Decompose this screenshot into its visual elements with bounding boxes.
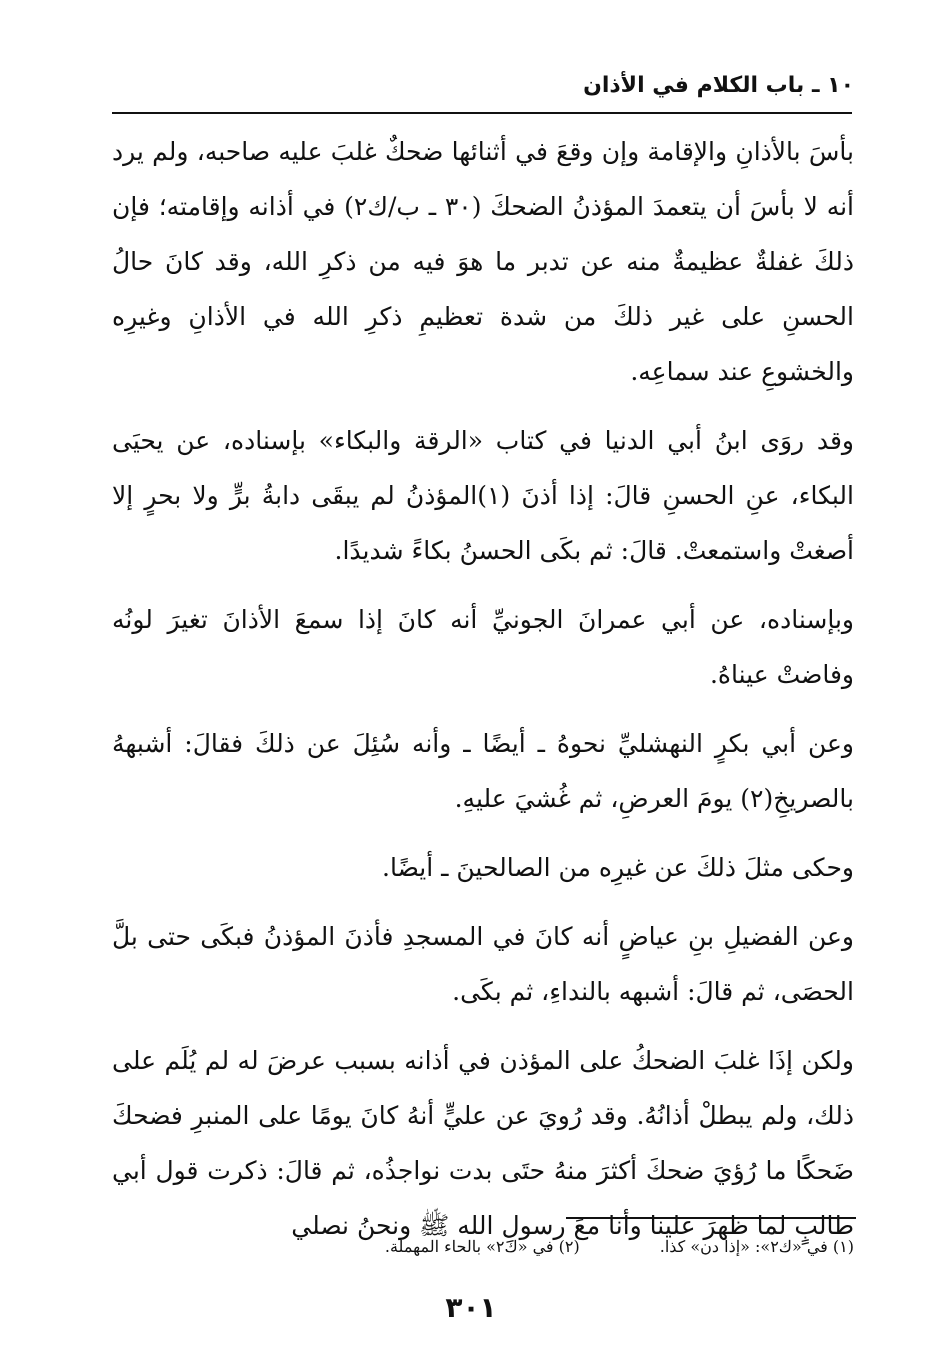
paragraph: وعن الفضيلِ بنِ عياضٍ أنه كانَ في المسجدِ فأذنَ المؤذنُ فبكَى حتى بلَّ الحصَى، ثم قالَ: أشبهه بالنداءِ، ثم بكَى. — [112, 922, 854, 1006]
paragraph: وبإسناده، عن أبي عمرانَ الجونيِّ أنه كانَ إذا سمعَ الأذانَ تغيرَ لونُه وفاضتْ عيناهُ. — [112, 605, 854, 689]
paragraph: وحكى مثلَ ذلكَ عن غيرِه من الصالحينَ ـ أيضًا. — [382, 853, 854, 882]
footnote: (١) في «ك٢»: «إذا دن» كذا. — [659, 1237, 854, 1256]
footnote: (٢) في «ك٢» بالحاء المهملة. — [384, 1237, 580, 1256]
footnotes — [114, 1234, 854, 1260]
header-rule — [112, 112, 852, 114]
footnote-rule — [566, 1217, 856, 1219]
body-text — [112, 124, 854, 1267]
running-title: ١٠ ـ باب الكلام في الأذان — [583, 73, 854, 98]
paragraph: بأسَ بالأذانِ والإقامة وإن وقعَ في أثنائها ضحكٌ غلبَ عليه صاحبه، ولم يرد أنه لا بأسَ أن يتعمدَ المؤذنُ الضحكَ (٣٠ ـ ب/ك٢) في أذانه وإقامته؛ فإن ذلكَ غفلةٌ عظيمةٌ منه عن تدبر ما هوَ فيه من ذكرِ الله، وقد كانَ حالُ الحسنِ على غير ذلكَ من شدة تعظيمِ ذكرِ الله في الأذانِ وغيرِه والخشوعِ عند سماعِه. — [112, 137, 855, 386]
page-number: ٣٠١ — [445, 1291, 497, 1324]
paragraph: وقد روَى ابنُ أبي الدنيا في كتاب «الرقة والبكاء» بإسناده، عن يحيَى البكاء، عنِ الحسنِ قالَ: إذا أذنَ (١)المؤذنُ لم يبقَى دابةُ برٍّ ولا بحرٍ إلا أصغتْ واستمعتْ. قالَ: ثم بكَى الحسنُ بكاءً شديدًا. — [112, 426, 854, 565]
paragraph: وعن أبي بكرٍ النهشليِّ نحوهُ ـ أيضًا ـ وأنه سُئِلَ عن ذلكَ فقالَ: أشبههُ بالصريخِ(٢) يومَ العرضِ، ثم غُشيَ عليهِ. — [112, 729, 854, 813]
paragraph: ولكن إذَا غلبَ الضحكُ على المؤذن في أذانه بسبب عرضَ له لم يُلَم على ذلك، ولم يبطلْ أذانُهُ. وقد رُويَ عن عليٍّ أنهُ كانَ يومًا على المنبرِ فضحكَ ضَحكًا ما رُؤيَ ضحكَ أكثرَ منهُ حتَى بدت نواجذُه، ثم قالَ: ذكرت قول أبي طالبٍ لما ظهرَ علينا وأنا معَ رسولِ الله ﷺ ونحنُ نصلي — [112, 1046, 854, 1240]
